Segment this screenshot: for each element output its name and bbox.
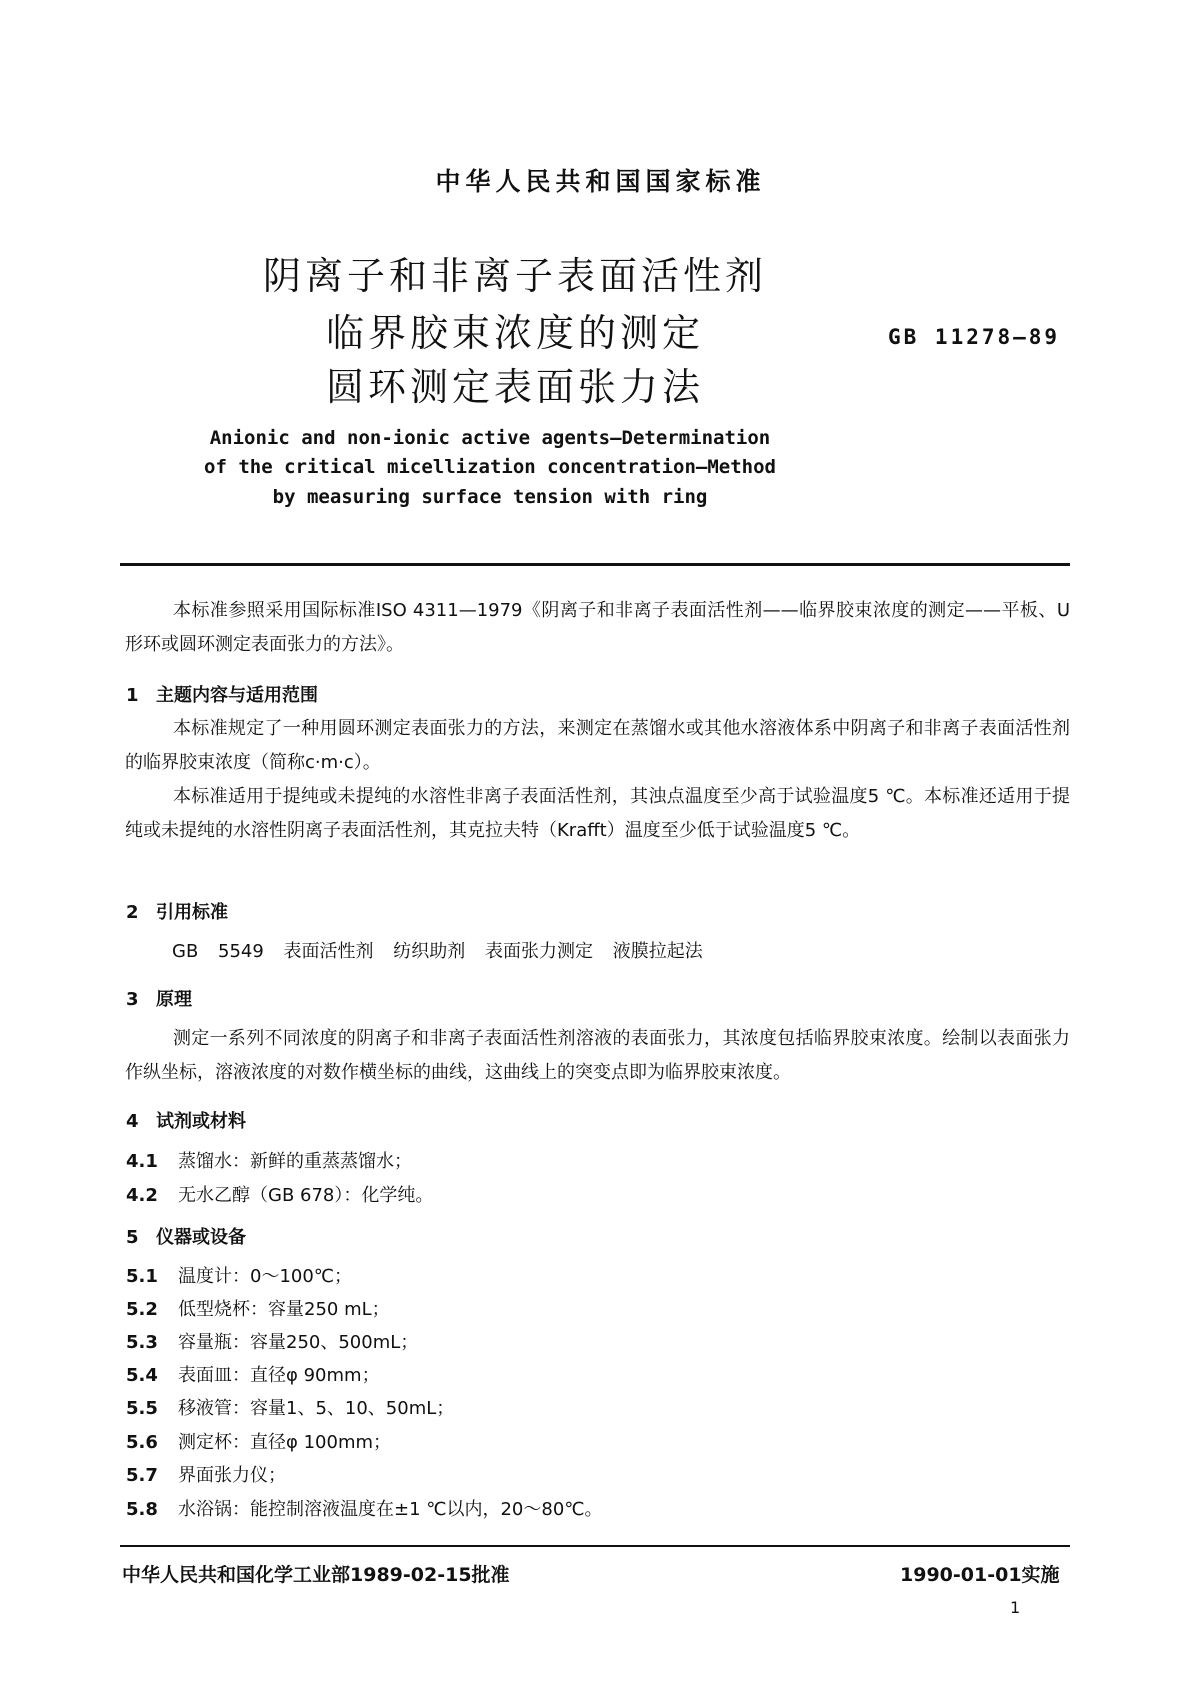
title-cn-line-2: 临界胶束浓度的测定 bbox=[325, 311, 704, 355]
item-number: 5.8 bbox=[126, 1499, 158, 1520]
footer-divider bbox=[120, 1545, 1070, 1547]
section-1-paragraph-1: 本标准规定了一种用圆环测定表面张力的方法，来测定在蒸馏水或其他水溶液体系中阴离子和非离子表面活性剂的临界胶束浓度（简称c·m·c）。 bbox=[125, 718, 1070, 773]
section-number: 3 bbox=[126, 989, 139, 1010]
section-number: 2 bbox=[126, 902, 139, 923]
item-text: 低型烧杯：容量250 mL； bbox=[178, 1299, 390, 1320]
intro-paragraph: 本标准参照采用国际标准ISO 4311—1979《阴离子和非离子表面活性剂——临界胶束浓度的测定——平板、U形环或圆环测定表面张力的方法》。 bbox=[125, 600, 1070, 655]
page-number: 1 bbox=[1010, 1598, 1021, 1617]
referenced-standard: GB 5549 表面活性剂 纺织助剂 表面张力测定 液膜拉起法 bbox=[172, 941, 703, 962]
issuing-authority: 中华人民共和国国家标准 bbox=[435, 167, 766, 196]
list-item bbox=[126, 1461, 286, 1487]
title-en-line-3: by measuring surface tension with ring bbox=[272, 486, 708, 508]
list-item bbox=[126, 1495, 603, 1521]
section-1-heading bbox=[126, 681, 318, 707]
item-number: 4.2 bbox=[126, 1185, 158, 1206]
section-number: 1 bbox=[126, 685, 139, 706]
list-item bbox=[126, 1262, 352, 1288]
title-en-line-2: of the critical micellization concentration—Method bbox=[204, 456, 776, 478]
item-number: 5.5 bbox=[126, 1398, 158, 1419]
item-number: 4.1 bbox=[126, 1151, 158, 1172]
section-1-paragraph-2: 本标准适用于提纯或未提纯的水溶性非离子表面活性剂，其浊点温度至少高于试验温度5 ℃。本标准还适用于提纯或未提纯的水溶性阴离子表面活性剂，其克拉夫特（Krafft）温度至少低于试验温度5 ℃。 bbox=[125, 786, 1070, 841]
title-cn-line-3: 圆环测定表面张力法 bbox=[325, 365, 704, 409]
list-item bbox=[126, 1295, 390, 1321]
section-title: 试剂或材料 bbox=[156, 1111, 246, 1132]
item-number: 5.3 bbox=[126, 1332, 158, 1353]
approval-line: 中华人民共和国化学工业部1989-02-15批准 bbox=[122, 1564, 510, 1586]
list-item bbox=[126, 1328, 418, 1354]
list-item bbox=[126, 1361, 380, 1387]
effective-date: 1990-01-01实施 bbox=[900, 1564, 1060, 1586]
standard-number: GB 11278—89 bbox=[888, 325, 1061, 349]
section-number: 5 bbox=[126, 1227, 139, 1248]
section-title: 仪器或设备 bbox=[156, 1227, 246, 1248]
item-number: 5.2 bbox=[126, 1299, 158, 1320]
header-divider bbox=[120, 563, 1070, 566]
section-title: 原理 bbox=[156, 989, 192, 1010]
section-title: 主题内容与适用范围 bbox=[156, 685, 318, 706]
section-3-paragraph: 测定一系列不同浓度的阴离子和非离子表面活性剂溶液的表面张力，其浓度包括临界胶束浓度。绘制以表面张力作纵坐标，溶液浓度的对数作横坐标的曲线，这曲线上的突变点即为临界胶束浓度。 bbox=[125, 1028, 1070, 1083]
section-3-heading bbox=[126, 985, 192, 1011]
item-text: 表面皿：直径φ 90mm； bbox=[178, 1365, 380, 1386]
list-item bbox=[126, 1181, 433, 1207]
item-number: 5.1 bbox=[126, 1266, 158, 1287]
item-number: 5.6 bbox=[126, 1432, 158, 1453]
item-text: 测定杯：直径φ 100mm； bbox=[178, 1432, 392, 1453]
list-item bbox=[126, 1428, 391, 1454]
list-item bbox=[126, 1147, 412, 1173]
item-text: 温度计：0～100℃； bbox=[178, 1266, 353, 1287]
item-text: 界面张力仪； bbox=[178, 1465, 286, 1486]
title-cn-line-1: 阴离子和非离子表面活性剂 bbox=[262, 254, 767, 298]
item-number: 5.4 bbox=[126, 1365, 158, 1386]
item-text: 无水乙醇（GB 678）：化学纯。 bbox=[178, 1185, 434, 1206]
section-4-heading bbox=[126, 1107, 246, 1133]
item-text: 水浴锅：能控制溶液温度在±1 ℃以内，20～80℃。 bbox=[178, 1499, 603, 1520]
section-number: 4 bbox=[126, 1111, 139, 1132]
item-text: 蒸馏水：新鲜的重蒸蒸馏水； bbox=[178, 1151, 412, 1172]
section-5-heading bbox=[126, 1223, 246, 1249]
title-en-line-1: Anionic and non-ionic active agents—Determination bbox=[209, 427, 771, 449]
item-text: 移液管：容量1、5、10、50mL； bbox=[178, 1398, 455, 1419]
item-number: 5.7 bbox=[126, 1465, 158, 1486]
item-text: 容量瓶：容量250、500mL； bbox=[178, 1332, 419, 1353]
section-title: 引用标准 bbox=[156, 902, 228, 923]
list-item bbox=[126, 1394, 454, 1420]
section-2-heading bbox=[126, 898, 228, 924]
